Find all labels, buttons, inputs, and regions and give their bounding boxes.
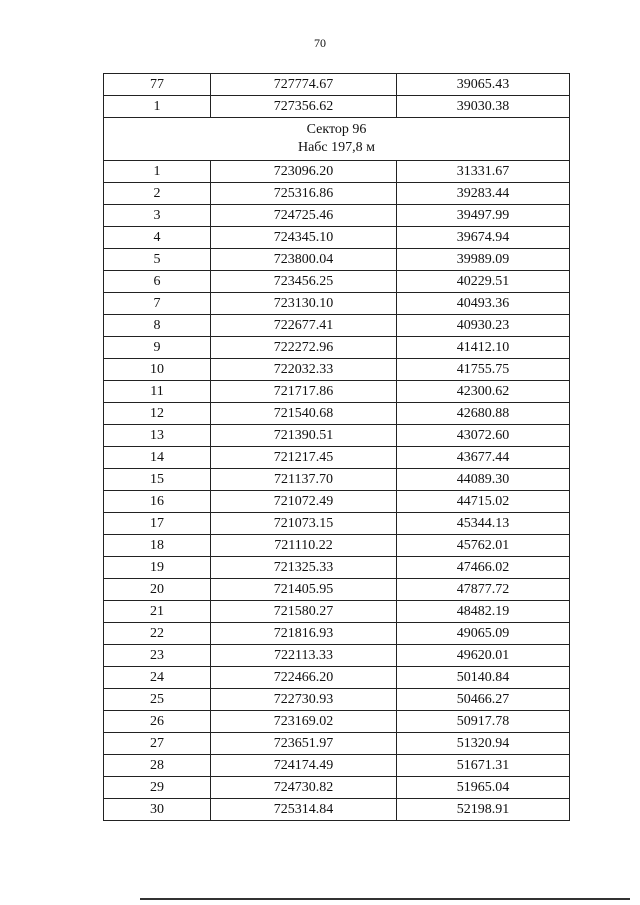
x-coordinate-cell: 722466.20: [211, 667, 397, 689]
x-coordinate-cell: 723169.02: [211, 711, 397, 733]
point-number-cell: 13: [104, 425, 211, 447]
y-coordinate-cell: 47877.72: [397, 579, 570, 601]
x-coordinate-cell: 722677.41: [211, 315, 397, 337]
table-row: [104, 535, 570, 557]
point-number-cell: 9: [104, 337, 211, 359]
table-row: [104, 623, 570, 645]
y-coordinate-cell: 40493.36: [397, 293, 570, 315]
y-coordinate-cell: 51965.04: [397, 777, 570, 799]
point-number-cell: 27: [104, 733, 211, 755]
coordinates-table-body: [104, 74, 570, 821]
table-row: [104, 513, 570, 535]
y-coordinate-cell: 41412.10: [397, 337, 570, 359]
table-row: [104, 227, 570, 249]
point-number-cell: 30: [104, 799, 211, 821]
x-coordinate-cell: 723456.25: [211, 271, 397, 293]
table-row: [104, 733, 570, 755]
y-coordinate-cell: 39989.09: [397, 249, 570, 271]
y-coordinate-cell: 44715.02: [397, 491, 570, 513]
table-row: [104, 799, 570, 821]
y-coordinate-cell: 39674.94: [397, 227, 570, 249]
y-coordinate-cell: 40930.23: [397, 315, 570, 337]
y-coordinate-cell: 50917.78: [397, 711, 570, 733]
point-number-cell: 1: [104, 96, 211, 118]
sector-header: [104, 118, 570, 161]
point-number-cell: 12: [104, 403, 211, 425]
table-row: [104, 689, 570, 711]
y-coordinate-cell: 49065.09: [397, 623, 570, 645]
table-row: [104, 403, 570, 425]
x-coordinate-cell: 721405.95: [211, 579, 397, 601]
y-coordinate-cell: 50140.84: [397, 667, 570, 689]
y-coordinate-cell: 40229.51: [397, 271, 570, 293]
point-number-cell: 18: [104, 535, 211, 557]
y-coordinate-cell: 42300.62: [397, 381, 570, 403]
point-number-cell: 21: [104, 601, 211, 623]
table-row: [104, 359, 570, 381]
point-number-cell: 6: [104, 271, 211, 293]
x-coordinate-cell: 722730.93: [211, 689, 397, 711]
y-coordinate-cell: 43677.44: [397, 447, 570, 469]
y-coordinate-cell: 44089.30: [397, 469, 570, 491]
y-coordinate-cell: 52198.91: [397, 799, 570, 821]
point-number-cell: 1: [104, 161, 211, 183]
page-number: 70: [314, 36, 326, 50]
table-row: [104, 469, 570, 491]
x-coordinate-cell: 721325.33: [211, 557, 397, 579]
table-row: [104, 161, 570, 183]
y-coordinate-cell: 49620.01: [397, 645, 570, 667]
x-coordinate-cell: 723130.10: [211, 293, 397, 315]
table-row: [104, 601, 570, 623]
point-number-cell: 4: [104, 227, 211, 249]
table-row: [104, 491, 570, 513]
point-number-cell: 26: [104, 711, 211, 733]
table-row: [104, 183, 570, 205]
y-coordinate-cell: 39283.44: [397, 183, 570, 205]
sector-header-row: [104, 118, 570, 161]
x-coordinate-cell: 721073.15: [211, 513, 397, 535]
point-number-cell: 17: [104, 513, 211, 535]
x-coordinate-cell: 721110.22: [211, 535, 397, 557]
table-row: [104, 249, 570, 271]
table-row: [104, 667, 570, 689]
point-number-cell: 19: [104, 557, 211, 579]
point-number-cell: 11: [104, 381, 211, 403]
y-coordinate-cell: 45762.01: [397, 535, 570, 557]
x-coordinate-cell: 724730.82: [211, 777, 397, 799]
x-coordinate-cell: 724174.49: [211, 755, 397, 777]
point-number-cell: 5: [104, 249, 211, 271]
x-coordinate-cell: 721540.68: [211, 403, 397, 425]
x-coordinate-cell: 725314.84: [211, 799, 397, 821]
bottom-rule: [140, 898, 630, 900]
y-coordinate-cell: 48482.19: [397, 601, 570, 623]
y-coordinate-cell: 43072.60: [397, 425, 570, 447]
x-coordinate-cell: 721717.86: [211, 381, 397, 403]
y-coordinate-cell: 51671.31: [397, 755, 570, 777]
y-coordinate-cell: 45344.13: [397, 513, 570, 535]
table-row: [104, 777, 570, 799]
x-coordinate-cell: 721816.93: [211, 623, 397, 645]
x-coordinate-cell: 721580.27: [211, 601, 397, 623]
point-number-cell: 3: [104, 205, 211, 227]
sector-title: Сектор 96: [306, 122, 367, 137]
point-number-cell: 25: [104, 689, 211, 711]
point-number-cell: 28: [104, 755, 211, 777]
x-coordinate-cell: 722032.33: [211, 359, 397, 381]
x-coordinate-cell: 723096.20: [211, 161, 397, 183]
point-number-cell: 7: [104, 293, 211, 315]
x-coordinate-cell: 721217.45: [211, 447, 397, 469]
x-coordinate-cell: 727774.67: [211, 74, 397, 96]
table-row: [104, 96, 570, 118]
point-number-cell: 2: [104, 183, 211, 205]
point-number-cell: 8: [104, 315, 211, 337]
point-number-cell: 22: [104, 623, 211, 645]
y-coordinate-cell: 39030.38: [397, 96, 570, 118]
point-number-cell: 15: [104, 469, 211, 491]
table-row: [104, 557, 570, 579]
sector-height: Набс 197,8 м: [297, 140, 376, 155]
x-coordinate-cell: 723800.04: [211, 249, 397, 271]
point-number-cell: 20: [104, 579, 211, 601]
y-coordinate-cell: 50466.27: [397, 689, 570, 711]
y-coordinate-cell: 31331.67: [397, 161, 570, 183]
point-number-cell: 29: [104, 777, 211, 799]
x-coordinate-cell: 722113.33: [211, 645, 397, 667]
x-coordinate-cell: 725316.86: [211, 183, 397, 205]
table-row: [104, 645, 570, 667]
table-row: [104, 711, 570, 733]
table-row: [104, 579, 570, 601]
table-row: [104, 447, 570, 469]
point-number-cell: 10: [104, 359, 211, 381]
table-row: [104, 381, 570, 403]
table-row: [104, 315, 570, 337]
table-row: [104, 293, 570, 315]
x-coordinate-cell: 724725.46: [211, 205, 397, 227]
y-coordinate-cell: 51320.94: [397, 733, 570, 755]
x-coordinate-cell: 727356.62: [211, 96, 397, 118]
x-coordinate-cell: 723651.97: [211, 733, 397, 755]
y-coordinate-cell: 47466.02: [397, 557, 570, 579]
table-row: [104, 337, 570, 359]
point-number-cell: 24: [104, 667, 211, 689]
x-coordinate-cell: 721137.70: [211, 469, 397, 491]
coordinates-table: [103, 73, 570, 821]
point-number-cell: 16: [104, 491, 211, 513]
x-coordinate-cell: 721390.51: [211, 425, 397, 447]
point-number-cell: 77: [104, 74, 211, 96]
x-coordinate-cell: 721072.49: [211, 491, 397, 513]
table-row: [104, 755, 570, 777]
table-row: [104, 425, 570, 447]
point-number-cell: 23: [104, 645, 211, 667]
x-coordinate-cell: 724345.10: [211, 227, 397, 249]
y-coordinate-cell: 42680.88: [397, 403, 570, 425]
point-number-cell: 14: [104, 447, 211, 469]
y-coordinate-cell: 39497.99: [397, 205, 570, 227]
table-row: [104, 271, 570, 293]
table-row: [104, 74, 570, 96]
x-coordinate-cell: 722272.96: [211, 337, 397, 359]
table-row: [104, 205, 570, 227]
y-coordinate-cell: 41755.75: [397, 359, 570, 381]
y-coordinate-cell: 39065.43: [397, 74, 570, 96]
